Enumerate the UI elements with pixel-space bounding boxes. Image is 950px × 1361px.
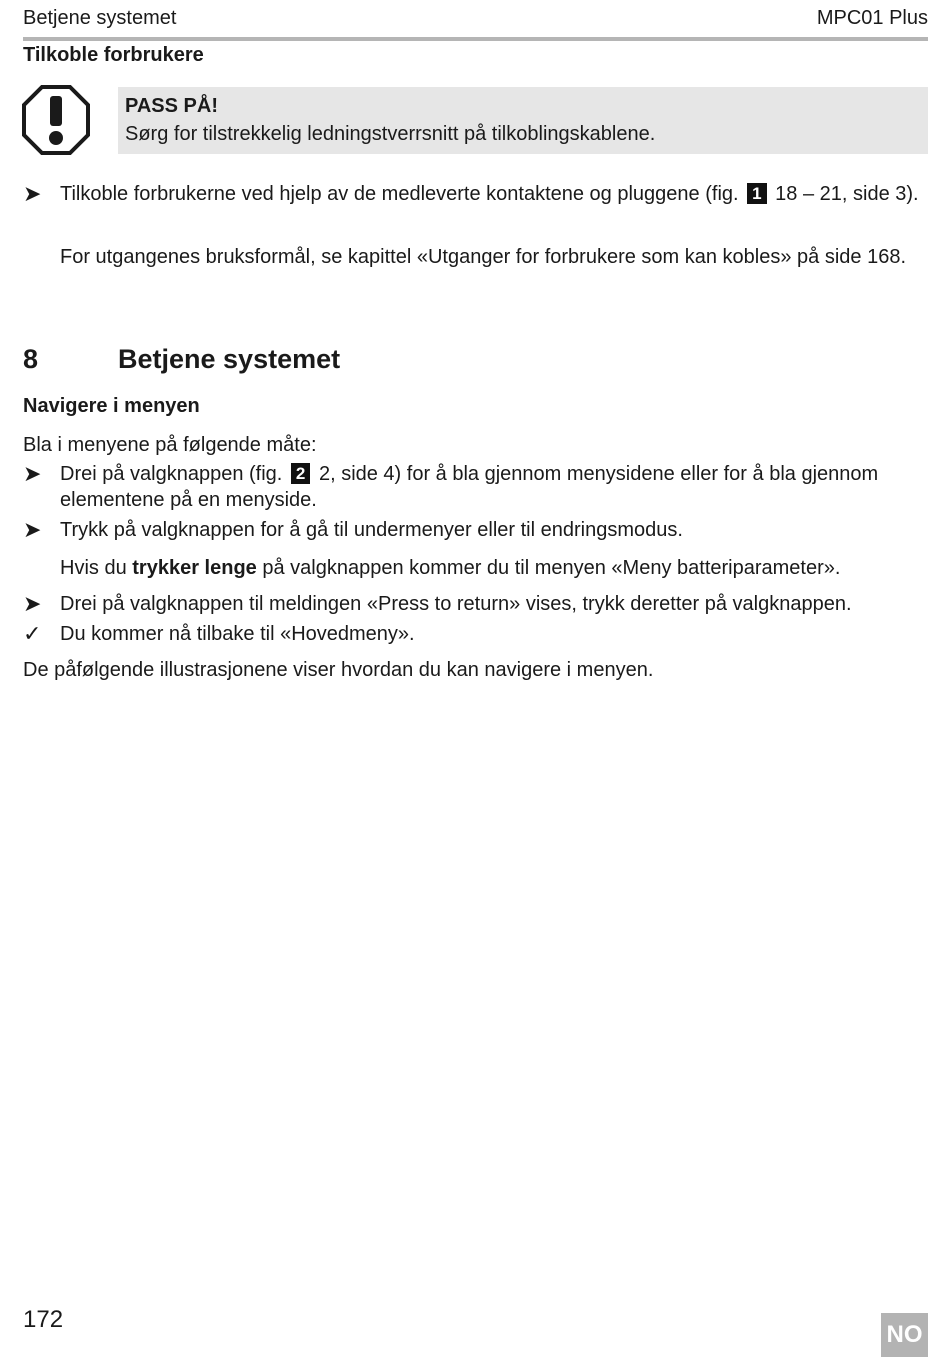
warning-exclamation-icon	[22, 85, 90, 155]
menu-step-text: Drei på valgknappen (fig.	[60, 463, 283, 485]
menu-intro: Bla i menyene på følgende måte:	[23, 434, 317, 456]
header-model-name: MPC01 Plus	[816, 7, 928, 29]
page-header	[23, 7, 928, 35]
long-press-text: Hvis du	[60, 557, 127, 579]
warning-box	[118, 87, 928, 154]
figure-ref-badge: 2	[291, 463, 310, 484]
arrow-bullet-icon: ➤	[23, 461, 42, 486]
output-usage-note: For utgangenes bruksformål, se kapittel «Utganger for forbrukere som kan kobles» på side 168.	[60, 246, 907, 268]
long-press-emphasis: trykker lenge	[132, 557, 257, 579]
menu-step-text-cont: 2, side 4) for å bla gjennom menysidene eller for å bla gjennom elementene på en menyside.	[60, 463, 879, 511]
menu-step-press: Trykk på valgknappen for å gå til undermenyer eller til endringsmodus.	[60, 519, 683, 541]
figure-ref-badge: 1	[747, 183, 766, 204]
long-press-note	[60, 555, 928, 581]
warning-text: Sørg for tilstrekkelig ledningstverrsnitt på tilkoblingskablene.	[125, 123, 656, 145]
header-divider	[23, 37, 928, 41]
checkmark-icon: ✓	[23, 621, 42, 646]
menu-step-rotate	[60, 461, 928, 513]
menu-step-return: Drei på valgknappen til meldingen «Press to return» vises, trykk deretter på valgknappen.	[60, 593, 852, 615]
menu-outro: De påfølgende illustrasjonene viser hvordan du kan navigere i menyen.	[23, 659, 654, 681]
language-badge: NO	[881, 1313, 928, 1357]
arrow-bullet-icon: ➤	[23, 591, 42, 616]
header-section-title: Betjene systemet	[23, 7, 177, 29]
arrow-bullet-icon: ➤	[23, 517, 42, 542]
arrow-bullet-icon: ➤	[23, 181, 42, 206]
connect-step	[60, 181, 928, 207]
menu-result: Du kommer nå tilbake til «Hovedmeny».	[60, 623, 415, 645]
warning-title: PASS PÅ!	[125, 95, 218, 117]
connect-consumers-heading: Tilkoble forbrukere	[23, 44, 204, 66]
chapter-number: 8	[23, 344, 39, 374]
navigate-menu-heading: Navigere i menyen	[23, 395, 200, 417]
page-number: 172	[23, 1306, 64, 1333]
chapter-title: Betjene systemet	[118, 344, 341, 374]
connect-step-text-cont: 18 – 21, side 3).	[775, 183, 919, 205]
long-press-text-cont: på valgknappen kommer du til menyen «Meny batteriparameter».	[262, 557, 841, 579]
connect-step-text: Tilkoble forbrukerne ved hjelp av de medleverte kontaktene og pluggene (fig.	[60, 183, 739, 205]
